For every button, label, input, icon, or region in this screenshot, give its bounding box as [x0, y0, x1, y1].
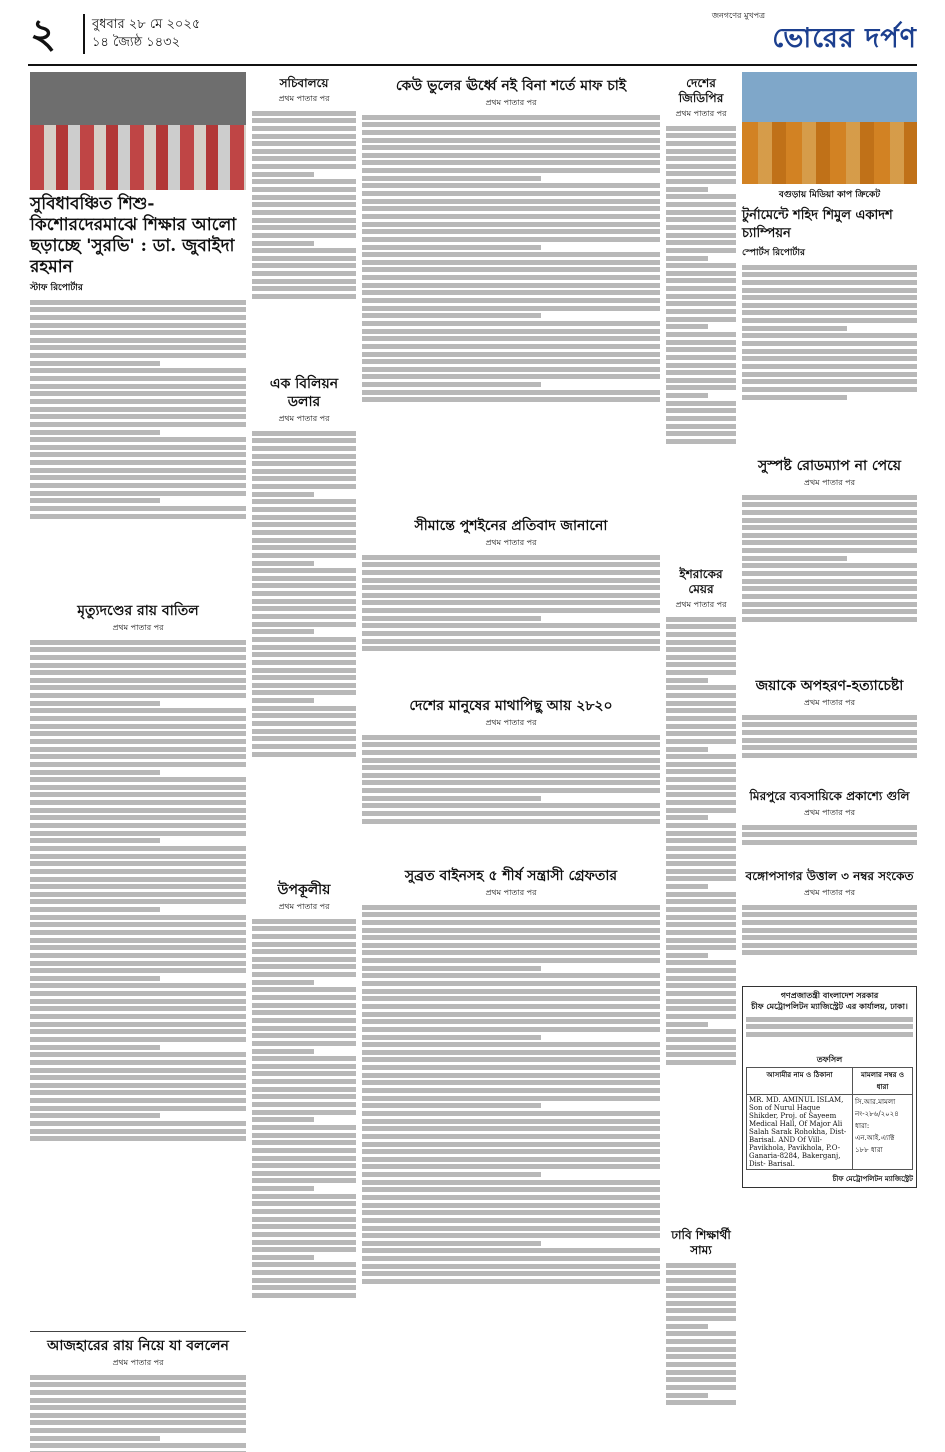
page-jump: প্রথম পাতার পর	[278, 902, 330, 911]
dhabi-headline: ঢাবি শিক্ষার্থী সাম্য	[671, 1228, 731, 1257]
masthead-rule	[28, 64, 917, 66]
date-bengali: ১৪ জ্যৈষ্ঠ ১৪৩২	[92, 35, 181, 50]
column-3	[362, 72, 660, 1422]
page-jump: প্রথম পাতার পর	[804, 888, 855, 897]
death-sentence-body	[30, 637, 246, 1327]
notice-cell: সি.আর.মামলা নং-২৮৬/২০২৪ ধারা: এন.আই.এ্যাক্ট ১৮৮ ধারা	[853, 1095, 913, 1170]
notice-body	[746, 1014, 913, 1054]
secretariat-headline: সচিবালয়ে	[279, 76, 329, 90]
jayak-headline: জয়াকে অপহরণ-হত্যাচেষ্টা	[755, 678, 904, 694]
notice-line-2: চীফ মেট্রোপলিটন ম্যাজিস্ট্রেট এর কার্যালয়, ঢাকা।	[751, 1001, 908, 1011]
mirpur-headline: মিরপুরে ব্যবসায়িকে প্রকাশ্যে গুলি	[749, 789, 910, 803]
kent-body	[362, 112, 660, 512]
notice-cell: MR. MD. AMINUL ISLAM, Son of Nurul Haque Shikder, Proj. of Sayeem Medical Hall, Of Major Ali Salah Sarak Rohokha, Dist- Barisal. AND Of Vill- Pavikhola, Pavikhola, P.O- Ganaria-8284, Bakerganj, Dist- Barisal.	[747, 1095, 853, 1170]
gdp-headline: দেশের জিডিপির	[678, 76, 724, 105]
sports-byline: স্পোর্টস রিপোর্টার	[742, 248, 805, 258]
page-jump: প্রথম পাতার পর	[804, 478, 855, 487]
column-1	[30, 72, 246, 1452]
page-jump: প্রথম পাতার পর	[278, 414, 330, 423]
notice-table	[746, 1067, 913, 1170]
ishraque-body	[666, 614, 736, 1224]
coastal-body	[252, 916, 356, 1436]
death-sentence-headline: মৃত্যুদণ্ডের রায় বাতিল	[77, 603, 199, 619]
court-notice	[742, 986, 917, 1188]
mirpur-body	[742, 822, 917, 862]
notice-heading: তফসিল	[816, 1054, 843, 1064]
event-photo	[30, 72, 246, 190]
page-jump: প্রথম পাতার পর	[112, 1358, 164, 1367]
dhabi-body	[666, 1260, 736, 1452]
page-jump: প্রথম পাতার পর	[675, 109, 727, 118]
page-jump: প্রথম পাতার পর	[675, 600, 727, 609]
page-jump: প্রথম পাতার পর	[485, 888, 537, 897]
page-jump: প্রথম পাতার পর	[804, 808, 855, 817]
notice-signature: চীফ মেট্রোপলিটন ম্যাজিস্ট্রেট	[832, 1174, 913, 1183]
page-jump: প্রথম পাতার পর	[278, 94, 330, 103]
secretariat-body	[252, 108, 356, 370]
dateline	[92, 16, 200, 52]
coastal-headline: উপকূলীয়	[277, 882, 331, 898]
subrata-headline: সুব্রত বাইনসহ ৫ শীর্ষ সন্ত্রাসী গ্রেফতার	[404, 868, 618, 884]
bay-body	[742, 902, 917, 982]
azhar-headline: আজহারের রায় নিয়ে যা বললেন	[47, 1338, 229, 1354]
logo-tagline: জনগণের মুখপত্র	[711, 11, 765, 20]
tournament-headline: টুর্নামেন্টে শহিদ শিমুল একাদশ চ্যাম্পিয়ন	[742, 208, 893, 241]
page-jump: প্রথম পাতার পর	[485, 538, 537, 547]
border-headline: সীমান্তে পুশইনের প্রতিবাদ জানানো	[414, 518, 608, 534]
column-4	[666, 72, 736, 1452]
azhar-body	[30, 1372, 246, 1452]
page-number: ২	[30, 10, 57, 57]
cricket-photo	[742, 72, 917, 184]
page-jump: প্রথম পাতার পর	[485, 718, 537, 727]
subrata-body	[362, 902, 660, 1422]
date-gregorian: বুধবার ২৮ মে ২০২৫	[92, 17, 201, 32]
notice-col-1: আসামীর নাম ও ঠিকানা	[747, 1068, 853, 1095]
column-5	[742, 72, 917, 1188]
income-body	[362, 732, 660, 862]
page-jump: প্রথম পাতার পর	[112, 623, 164, 632]
income-headline: দেশের মানুষের মাথাপিছু আয় ২৮২০	[409, 698, 613, 714]
billion-dollar-body	[252, 428, 356, 876]
billion-dollar-headline: এক বিলিয়ন ডলার	[269, 376, 339, 410]
tournament-body	[742, 262, 917, 452]
main-headline: সুবিধাবঞ্চিত শিশু-কিশোরদেরমাঝে শিক্ষার আলো ছড়াচ্ছে 'সুরভি' : ডা. জুবাইদা রহমান	[30, 194, 237, 277]
roadmap-headline: সুস্পষ্ট রোডম্যাপ না পেয়ে	[758, 458, 901, 474]
bay-headline: বঙ্গোপসাগর উত্তাল ৩ নম্বর সংকেত	[745, 869, 914, 883]
page-jump: প্রথম পাতার পর	[804, 698, 855, 707]
bogura-kicker: বগুড়ায় মিডিয়া কাপ ক্রিকেট	[778, 190, 881, 200]
roadmap-body	[742, 492, 917, 672]
border-body	[362, 552, 660, 692]
notice-line-1: গণপ্রজাতন্ত্রী বাংলাদেশ সরকার	[780, 990, 879, 1000]
ishraque-headline: ইশরাকের মেয়র	[679, 567, 723, 596]
masthead	[0, 0, 945, 68]
notice-col-2: মামলার নম্বর ও ধারা	[853, 1068, 913, 1095]
page-jump: প্রথম পাতার পর	[485, 98, 537, 107]
main-article-body	[30, 297, 246, 597]
jayak-body	[742, 712, 917, 782]
column-2	[252, 72, 356, 1436]
newspaper-logo: ভোরের দর্পণ	[772, 23, 917, 54]
byline: স্টাফ রিপোর্টার	[30, 283, 83, 293]
masthead-divider	[83, 14, 85, 54]
kent-headline: কেউ ভুলের ঊর্ধ্বে নই বিনা শর্তে মাফ চাই	[395, 78, 627, 94]
gdp-body	[666, 123, 736, 563]
